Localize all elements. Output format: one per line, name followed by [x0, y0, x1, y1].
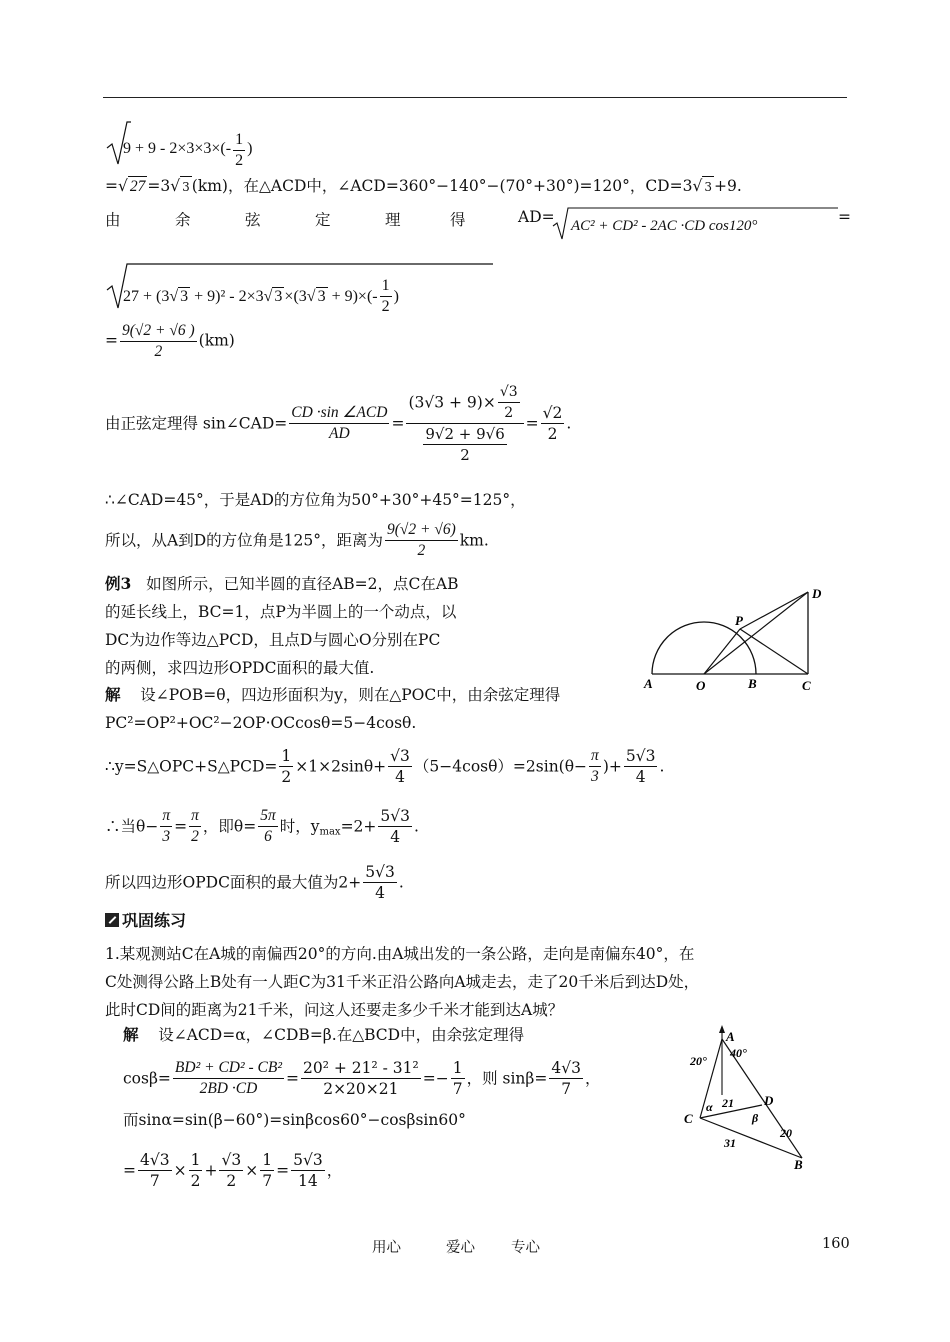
eq-text: 所以四边形OPDC面积的最大值为2+	[105, 873, 362, 892]
radicand: 27	[129, 178, 146, 195]
eq-text: ∴当θ−	[105, 817, 159, 836]
frac-den: 6	[264, 828, 272, 845]
frac-den: 2BD ·CD	[199, 1080, 258, 1097]
label-C: C	[802, 678, 811, 693]
subscript: max	[319, 826, 341, 838]
eq-text: （5−4cosθ）=2sin(θ−	[413, 757, 588, 776]
eq-text: =−	[422, 1069, 449, 1088]
radicand: 3	[317, 288, 326, 305]
eq-text: =	[174, 817, 188, 836]
page-number: 160	[822, 1236, 850, 1252]
label-D: D	[812, 586, 822, 601]
word: 由	[105, 211, 121, 229]
frac-den: 7	[262, 1172, 273, 1190]
label-side-20: 20	[780, 1126, 792, 1140]
radicand: 3	[180, 288, 189, 305]
frac-num: √2	[542, 404, 563, 422]
label-beta: β	[752, 1111, 759, 1125]
frac-num: 1	[233, 130, 245, 151]
problem-1-line-2: C处测得公路上B处有一人距C为31千米正沿公路向A城走去，走了20千米后到达D处，	[105, 973, 700, 991]
section-heading	[105, 908, 186, 931]
footer-text: 专心	[511, 1240, 540, 1256]
frac-num: 9(√2 + √6)	[385, 520, 458, 541]
label-side-31: 31	[724, 1136, 736, 1150]
eq-text: .	[398, 873, 404, 892]
eq-text: ∴y=S△OPC+S△PCD=	[105, 757, 278, 776]
label-alpha: α	[706, 1100, 713, 1114]
frac-den: 2	[417, 542, 426, 559]
eq-text: 27 + (3	[123, 288, 170, 305]
figure-semicircle	[640, 584, 830, 694]
frac-den: 2	[381, 298, 390, 315]
footer-text: 用心	[372, 1240, 401, 1256]
section-title: 巩固练习	[122, 911, 187, 930]
frac-num: 20² + 21² - 31²	[302, 1059, 419, 1077]
eq-text: AD=	[518, 208, 555, 226]
frac-num: 1	[190, 1151, 201, 1169]
solution-label: 解	[123, 1025, 139, 1044]
solution-label: 解	[105, 685, 121, 704]
eq-text: 设∠ACD=α，∠CDB=β.在△BCD中，由余弦定理得	[158, 1026, 525, 1044]
eq-text: =	[105, 177, 118, 195]
eq-line-5	[105, 321, 235, 362]
frac-num: √3	[390, 747, 410, 765]
problem-1-solution-line-1	[123, 1025, 524, 1045]
eq-line-3	[105, 206, 850, 240]
frac-num: π	[160, 806, 172, 827]
label-D: D	[764, 1093, 774, 1108]
eq-text: =	[105, 331, 118, 350]
frac-den: 4	[635, 768, 646, 786]
eq-text: =	[123, 1161, 136, 1180]
segment-op	[704, 629, 740, 674]
eq-text: 所以，从A到D的方位角是125°，距离为	[105, 531, 383, 550]
example-3-line-3: DC为边作等边△PCD，且点D与圆心O分别在PC	[105, 631, 441, 649]
eq-text: =2+	[340, 817, 377, 836]
word: 弦	[245, 211, 261, 229]
frac-num: 5√3	[380, 807, 411, 825]
frac-num: 4√3	[551, 1059, 581, 1077]
solution-line-5	[105, 862, 404, 903]
frac-den: 2×20×21	[323, 1080, 399, 1098]
frac-num: π	[589, 746, 601, 767]
eq-text: +9.	[713, 177, 742, 195]
eq-text: =	[525, 414, 539, 433]
frac-den: 2	[504, 405, 514, 421]
label-angle-20: 20°	[690, 1054, 707, 1068]
eq-line-7: ∴∠CAD=45°，于是AD的方位角为50°+30°+45°=125°，	[105, 491, 526, 509]
frac-num: 1	[262, 1151, 273, 1169]
eq-text: 9 + 9 - 2×3×3×(-	[123, 140, 232, 157]
frac-den: 7	[561, 1080, 572, 1098]
frac-num: 9(√2 + √6 )	[120, 321, 197, 342]
frac-num: π	[189, 806, 201, 827]
eq-text: +	[204, 1161, 218, 1180]
frac-den: AD	[329, 425, 350, 442]
problem-1-line-3: 此时CD间的距离为21千米，问这人还要走多少千米才能到达A城？	[105, 1001, 564, 1019]
frac-num: BD² + CD² - CB²	[173, 1058, 284, 1079]
north-arrow	[719, 1025, 725, 1033]
word: 余	[175, 211, 191, 229]
eq-text: .	[414, 817, 419, 836]
radicand: AC² + CD² - 2AC ·CD cos120°	[571, 218, 758, 234]
eq-text: .	[566, 414, 572, 433]
example-3-line-4: 的两侧，求四边形OPDC面积的最大值.	[105, 659, 375, 677]
eq-text: (km)，在△ACD中，∠ACD=360°−140°−(70°+30°)=120°，CD=3	[191, 177, 693, 195]
pencil-icon	[105, 913, 119, 927]
eq-text: 时，y	[279, 817, 320, 836]
eq-line-8	[105, 520, 489, 561]
label-A: A	[644, 676, 653, 691]
example-3-line-1	[105, 574, 458, 594]
label-A: A	[726, 1029, 735, 1044]
eq-text: )+	[602, 757, 622, 776]
segment-od	[704, 592, 808, 674]
figure-triangle	[680, 1025, 830, 1170]
radicand: 3	[180, 176, 192, 197]
frac-den: 2	[281, 768, 292, 786]
example-3-line-2: 的延长线上，BC=1，点P为半圆上的一个动点，以	[105, 603, 457, 621]
frac-den: 2	[154, 343, 163, 360]
problem-1-solution-line-4	[123, 1150, 342, 1191]
frac-den: 2	[191, 828, 199, 845]
frac-num: (3√3 + 9)×	[408, 393, 496, 412]
frac-num: √3	[498, 382, 520, 403]
eq-text: cosβ=	[123, 1069, 171, 1088]
eq-text: ，则 sinβ=	[466, 1069, 548, 1088]
problem-1-line-1: 1.某观测站C在A城的南偏西20°的方向.由A城出发的一条公路，走向是南偏东40°，在	[105, 945, 695, 963]
frac-den: 2	[226, 1172, 237, 1190]
eq-text: ，	[584, 1069, 601, 1088]
frac-num: 4√3	[140, 1151, 170, 1169]
frac-num: 5√3	[293, 1151, 323, 1169]
label-C: C	[684, 1111, 693, 1126]
eq-text: ×	[245, 1161, 259, 1180]
eq-text: 由正弦定理得 sin∠CAD=	[105, 414, 288, 433]
eq-text: ×1×2sinθ+	[295, 757, 387, 776]
solution-line-3	[105, 746, 664, 787]
label-side-21: 21	[722, 1096, 734, 1110]
header-rule	[103, 97, 847, 98]
eq-text: )	[393, 288, 399, 305]
frac-num: CD ·sin ∠ACD	[289, 403, 389, 424]
eq-text: =3	[147, 177, 171, 195]
label-P: P	[735, 613, 743, 628]
word: 定	[315, 211, 331, 229]
frac-den: 3	[591, 768, 599, 785]
word: 得	[450, 211, 466, 229]
frac-num: √3	[221, 1151, 242, 1169]
radicand: 3	[274, 288, 283, 305]
eq-text: ，即θ=	[202, 817, 257, 836]
segment-pc	[740, 629, 808, 674]
frac-num: 1	[281, 747, 292, 765]
eq-text: =	[391, 414, 405, 433]
frac-den: 3	[162, 828, 171, 845]
eq-line-2: =√ 27 =3√ 3 (km)，在△ACD中，∠ACD=360°−140°−(70°+30°)=120°，CD=3√ 3 +9.	[105, 177, 742, 195]
problem-1-solution-line-2	[123, 1058, 601, 1099]
label-B: B	[748, 676, 757, 691]
solution-line-2: PC²=OP²+OC²−2OP·OCcosθ=5−4cosθ.	[105, 714, 417, 732]
segment-pd	[740, 592, 808, 629]
eq-text: )	[247, 140, 253, 157]
eq-text: (km)	[198, 331, 235, 350]
label-O: O	[696, 678, 706, 693]
eq-text: km.	[459, 531, 489, 550]
frac-den: 7	[452, 1080, 463, 1098]
frac-den: 7	[149, 1172, 160, 1190]
eq-text: .	[659, 757, 665, 776]
eq-text: + 9)² - 2×3	[190, 288, 264, 305]
frac-den: 4	[395, 768, 405, 786]
eq-text: ×(3	[284, 288, 307, 305]
eq-text: + 9)×(-	[327, 288, 378, 305]
frac-den: 2	[235, 152, 244, 169]
eq-line-6	[105, 382, 571, 465]
label-angle-40: 40°	[730, 1046, 747, 1060]
frac-den: 4	[390, 828, 401, 846]
frac-den: 4	[375, 884, 386, 902]
word: 理	[385, 211, 401, 229]
eq-text: ，	[326, 1161, 343, 1180]
eq-text: 设∠POB=θ，四边形面积为y，则在△POC中，由余弦定理得	[140, 686, 561, 704]
solution-line-1	[105, 685, 560, 705]
radicand: 3	[702, 176, 714, 197]
frac-num: 5π	[258, 806, 278, 827]
frac-den: 2	[547, 425, 558, 443]
frac-den: 2	[190, 1172, 201, 1190]
eq-text: ×	[173, 1161, 187, 1180]
frac-den: 14	[298, 1172, 318, 1190]
solution-line-4	[105, 806, 419, 847]
frac-num: 5√3	[365, 863, 395, 881]
frac-num: 1	[380, 276, 392, 297]
eq-text: =	[285, 1069, 299, 1088]
eq-text: =	[276, 1161, 290, 1180]
example-label: 例3	[105, 574, 132, 593]
footer-text: 爱心	[446, 1240, 475, 1256]
frac-num: 1	[452, 1059, 463, 1077]
frac-num: 5√3	[625, 747, 656, 765]
frac-den: 2	[460, 446, 470, 464]
eq-text: =	[838, 208, 851, 226]
frac-num: 9√2 + 9√6	[425, 425, 505, 443]
problem-1-solution-line-3: 而sinα=sin(β−60°)=sinβcos60°−cosβsin60°	[123, 1111, 466, 1129]
eq-text: 如图所示，已知半圆的直径AB=2，点C在AB	[146, 575, 459, 593]
label-B: B	[794, 1157, 803, 1170]
